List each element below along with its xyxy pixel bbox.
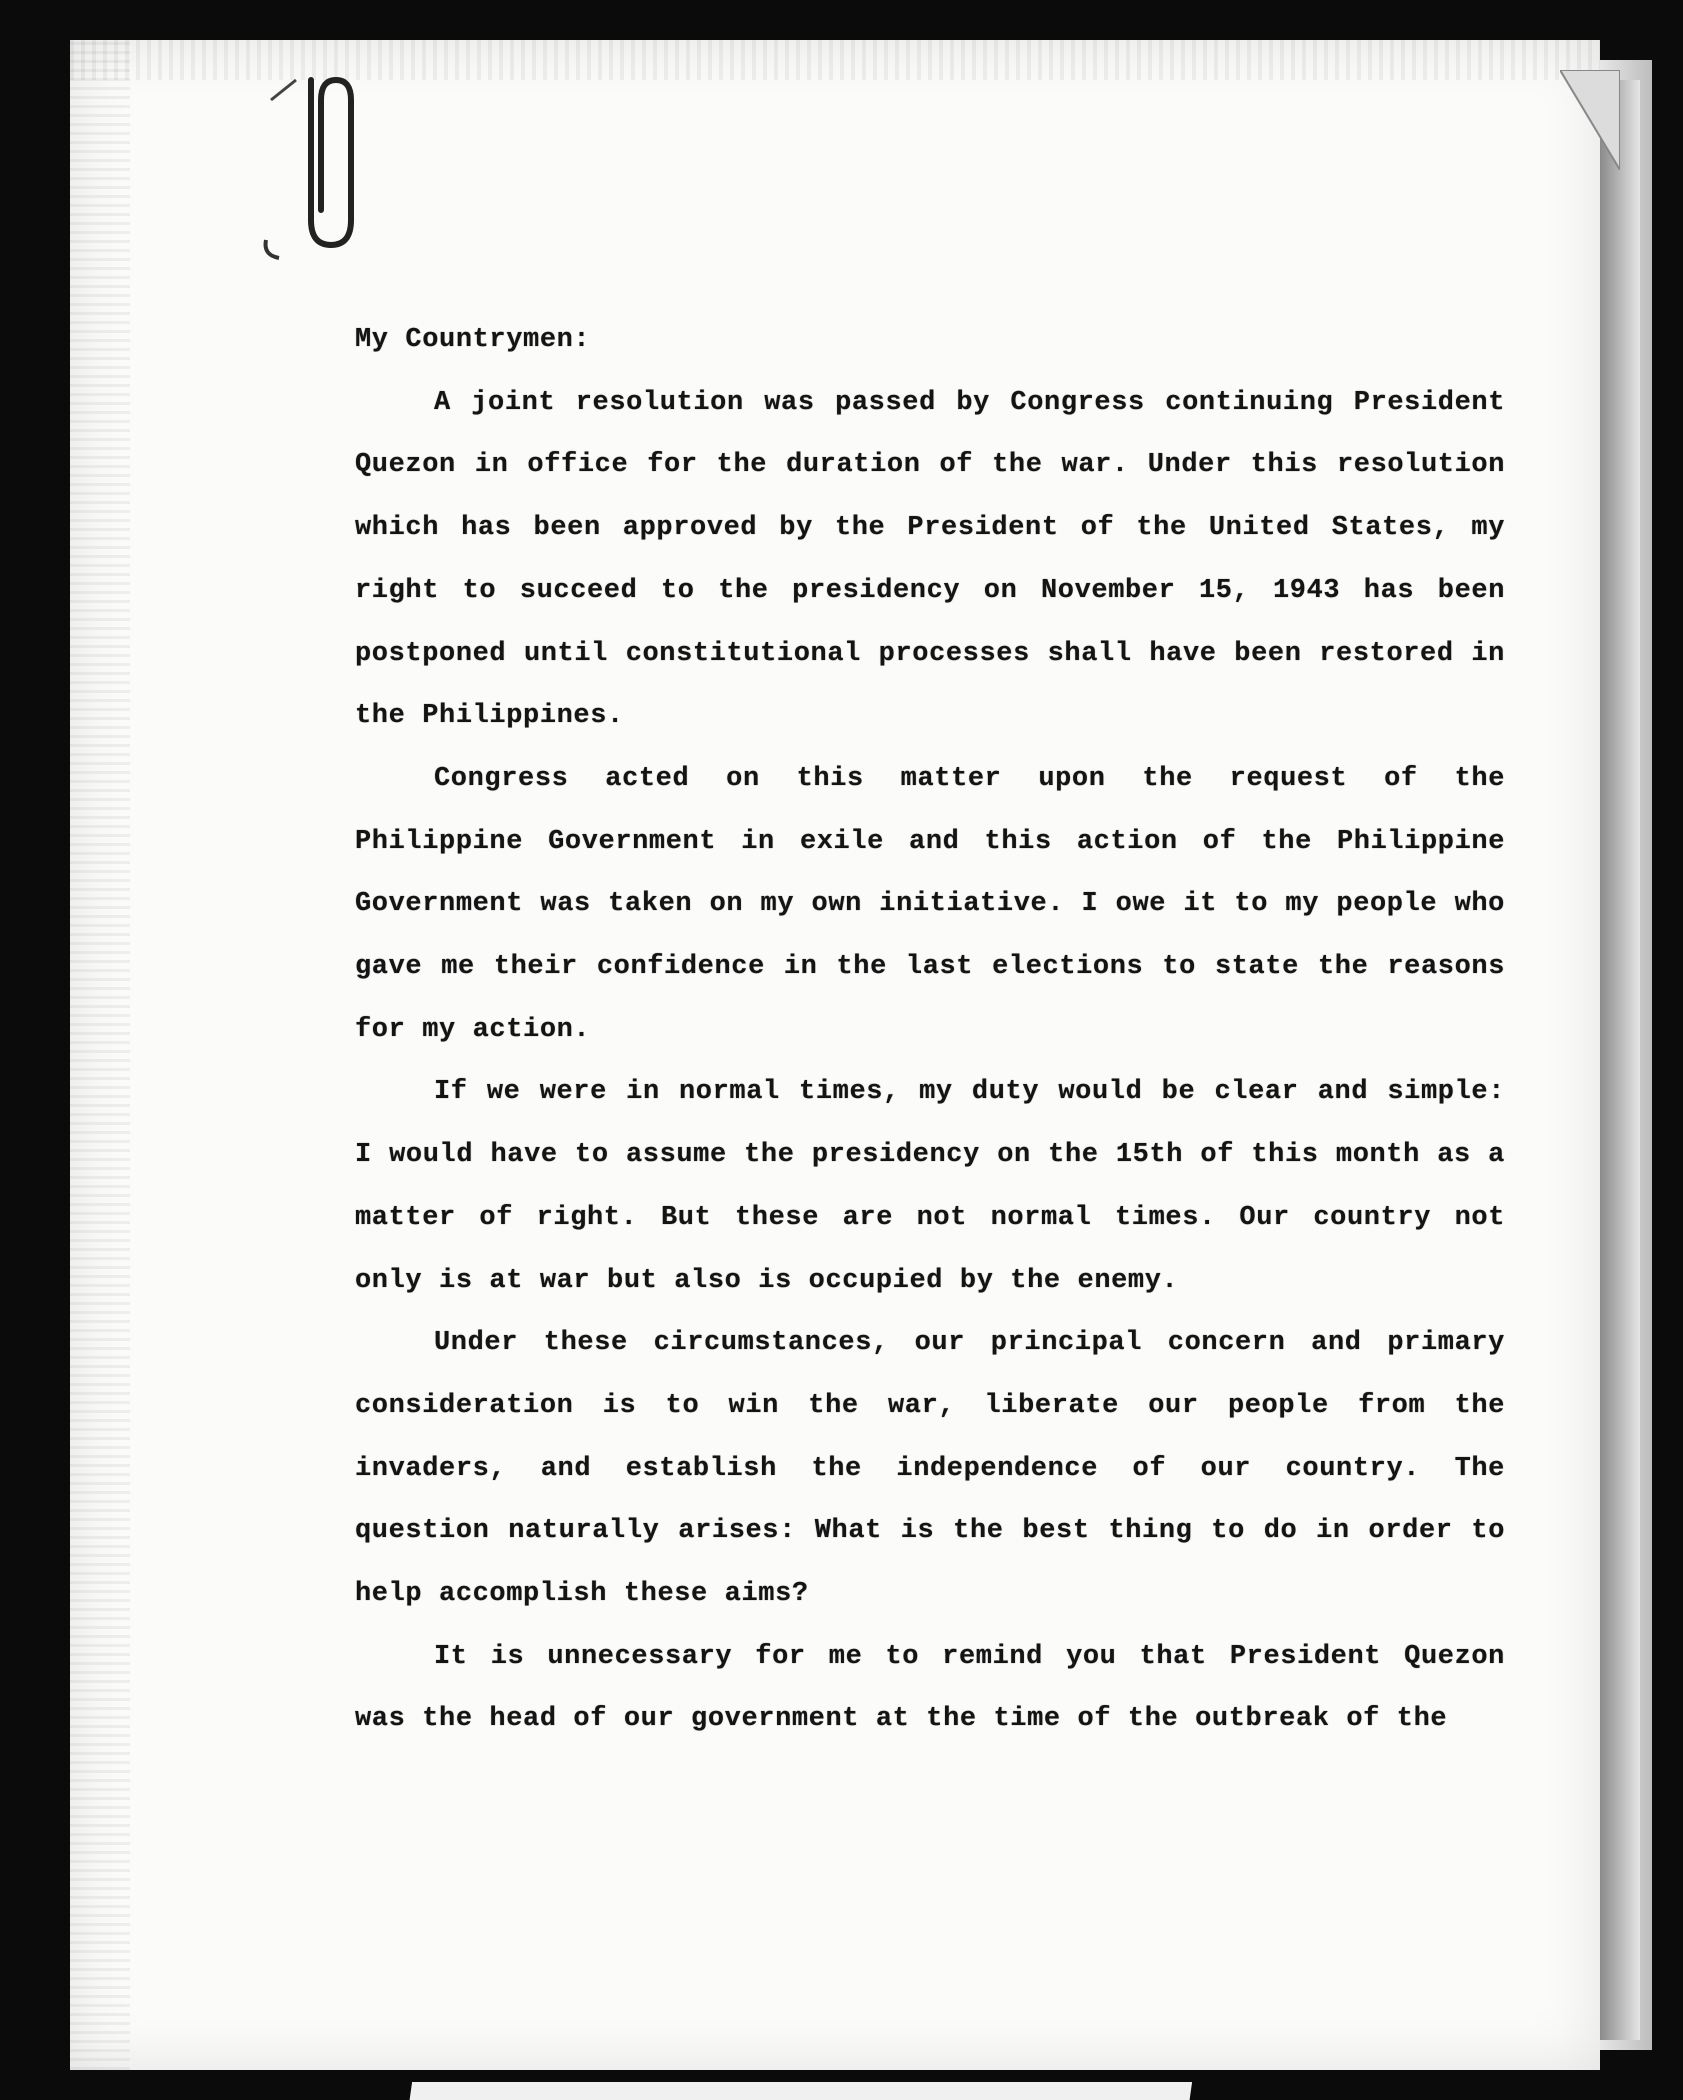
paper-clip-icon (251, 60, 355, 260)
page-corner-fold (1560, 70, 1620, 170)
scan-noise-left (70, 40, 130, 2070)
paragraph: A joint resolution was passed by Congress continuing President Quezon in office for the duration of the war. Under this resolution which has been approved by the President of the United States, my right to succeed to the presidency on November 15, 1943 has been postponed until constitutional processes shall have been restored in the Philippines. (355, 387, 1505, 732)
page-bottom-edge (408, 2082, 1192, 2100)
underlying-sheet-edge (1600, 80, 1640, 2040)
paragraph: If we were in normal times, my duty would be clear and simple: I would have to assume the presidency on the 15th of this month as a matter of right. But these are not normal times. Our country not only is at war but also is occupied by the enemy. (355, 1077, 1505, 1296)
paragraph: Congress acted on this matter upon the request of the Philippine Government in exile and this action of the Philippine Government was taken on my own initiative. I owe it to my people who gave me their confidence in the last elections to state the reasons for my action. (355, 763, 1505, 1045)
salutation: My Countrymen: (355, 325, 591, 355)
document-body (355, 309, 1505, 1751)
paragraph: Under these circumstances, our principal concern and primary consideration is to win the war, liberate our people from the invaders, and establish the independence of our country. The question naturally arises: What is the best thing to do in order to help accomplish these aims? (355, 1328, 1505, 1610)
paragraph: It is unnecessary for me to remind you that President Quezon was the head of our government at the time of the outbreak of the (355, 1641, 1505, 1735)
